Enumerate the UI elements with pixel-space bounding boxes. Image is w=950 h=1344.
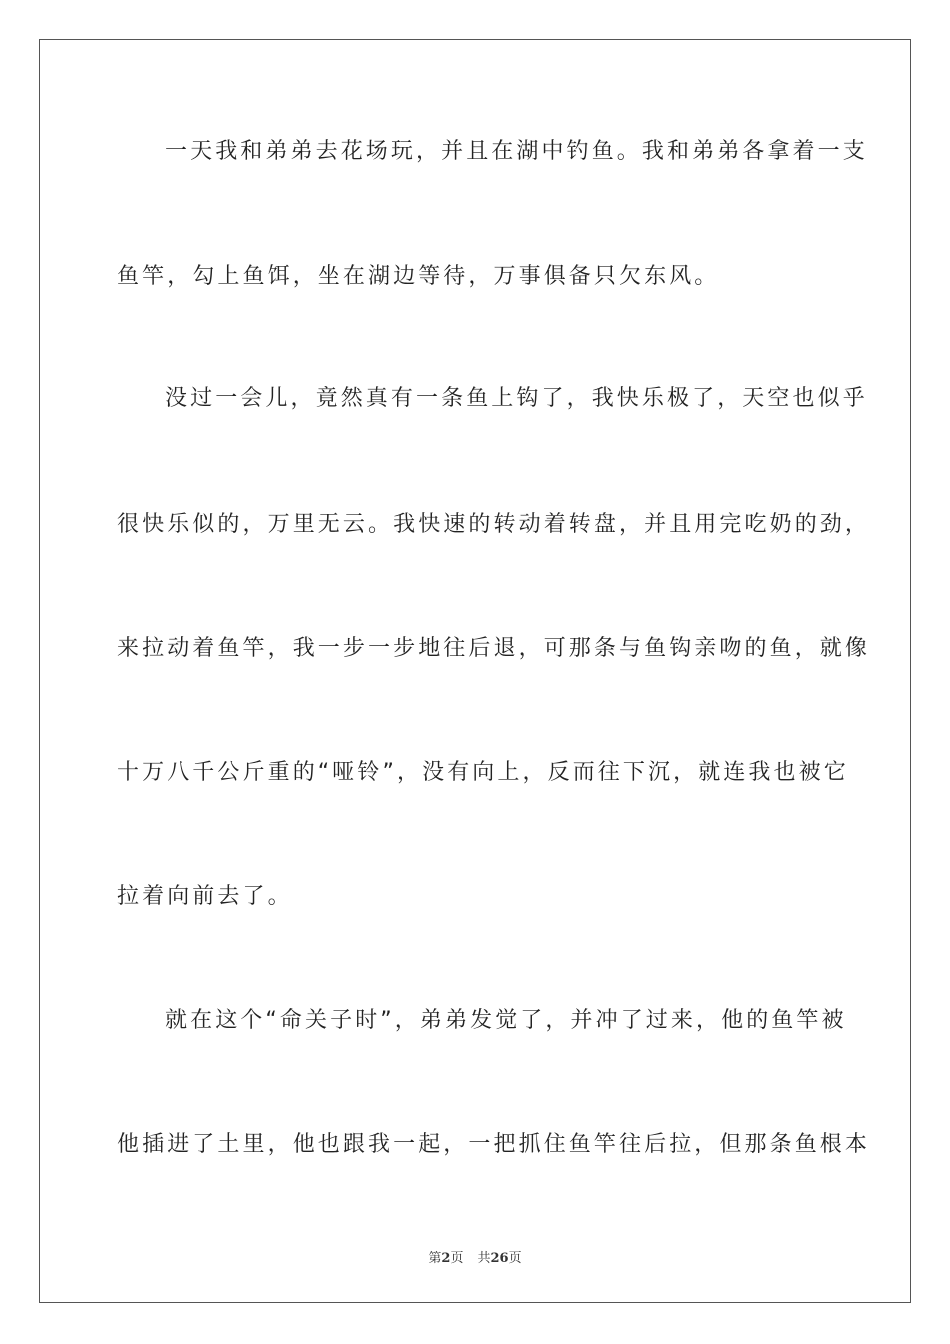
total-page-count: 26 <box>490 1251 509 1266</box>
page-border <box>39 39 911 1303</box>
text-line: 一天我和弟弟去花场玩，并且在湖中钓鱼。我和弟弟各拿着一支 <box>165 139 868 164</box>
text-line: 没过一会儿，竟然真有一条鱼上钩了，我快乐极了，天空也似乎 <box>165 386 868 411</box>
text-line: 来拉动着鱼竿，我一步一步地往后退，可那条与鱼钩亲吻的鱼，就像 <box>117 636 871 661</box>
page-footer <box>0 1247 950 1266</box>
total-prefix: 共 <box>477 1251 491 1266</box>
text-line: 拉着向前去了。 <box>117 884 293 909</box>
text-line: 就在这个“命关子时”，弟弟发觉了，并冲了过来，他的鱼竿被 <box>165 1008 847 1033</box>
page-prefix: 第 <box>428 1251 442 1266</box>
page-suffix: 页 <box>450 1251 464 1266</box>
text-line: 十万八千公斤重的“哑铃”，没有向上，反而往下沉，就连我也被它 <box>117 760 849 785</box>
current-page-number: 2 <box>441 1251 451 1266</box>
text-line: 鱼竿，勾上鱼饵，坐在湖边等待，万事俱备只欠东风。 <box>117 264 720 289</box>
text-line: 很快乐似的，万里无云。我快速的转动着转盘，并且用完吃奶的劲， <box>117 512 871 537</box>
text-line: 他插进了土里，他也跟我一起，一把抓住鱼竿往后拉，但那条鱼根本 <box>117 1132 871 1157</box>
total-suffix: 页 <box>508 1251 522 1266</box>
